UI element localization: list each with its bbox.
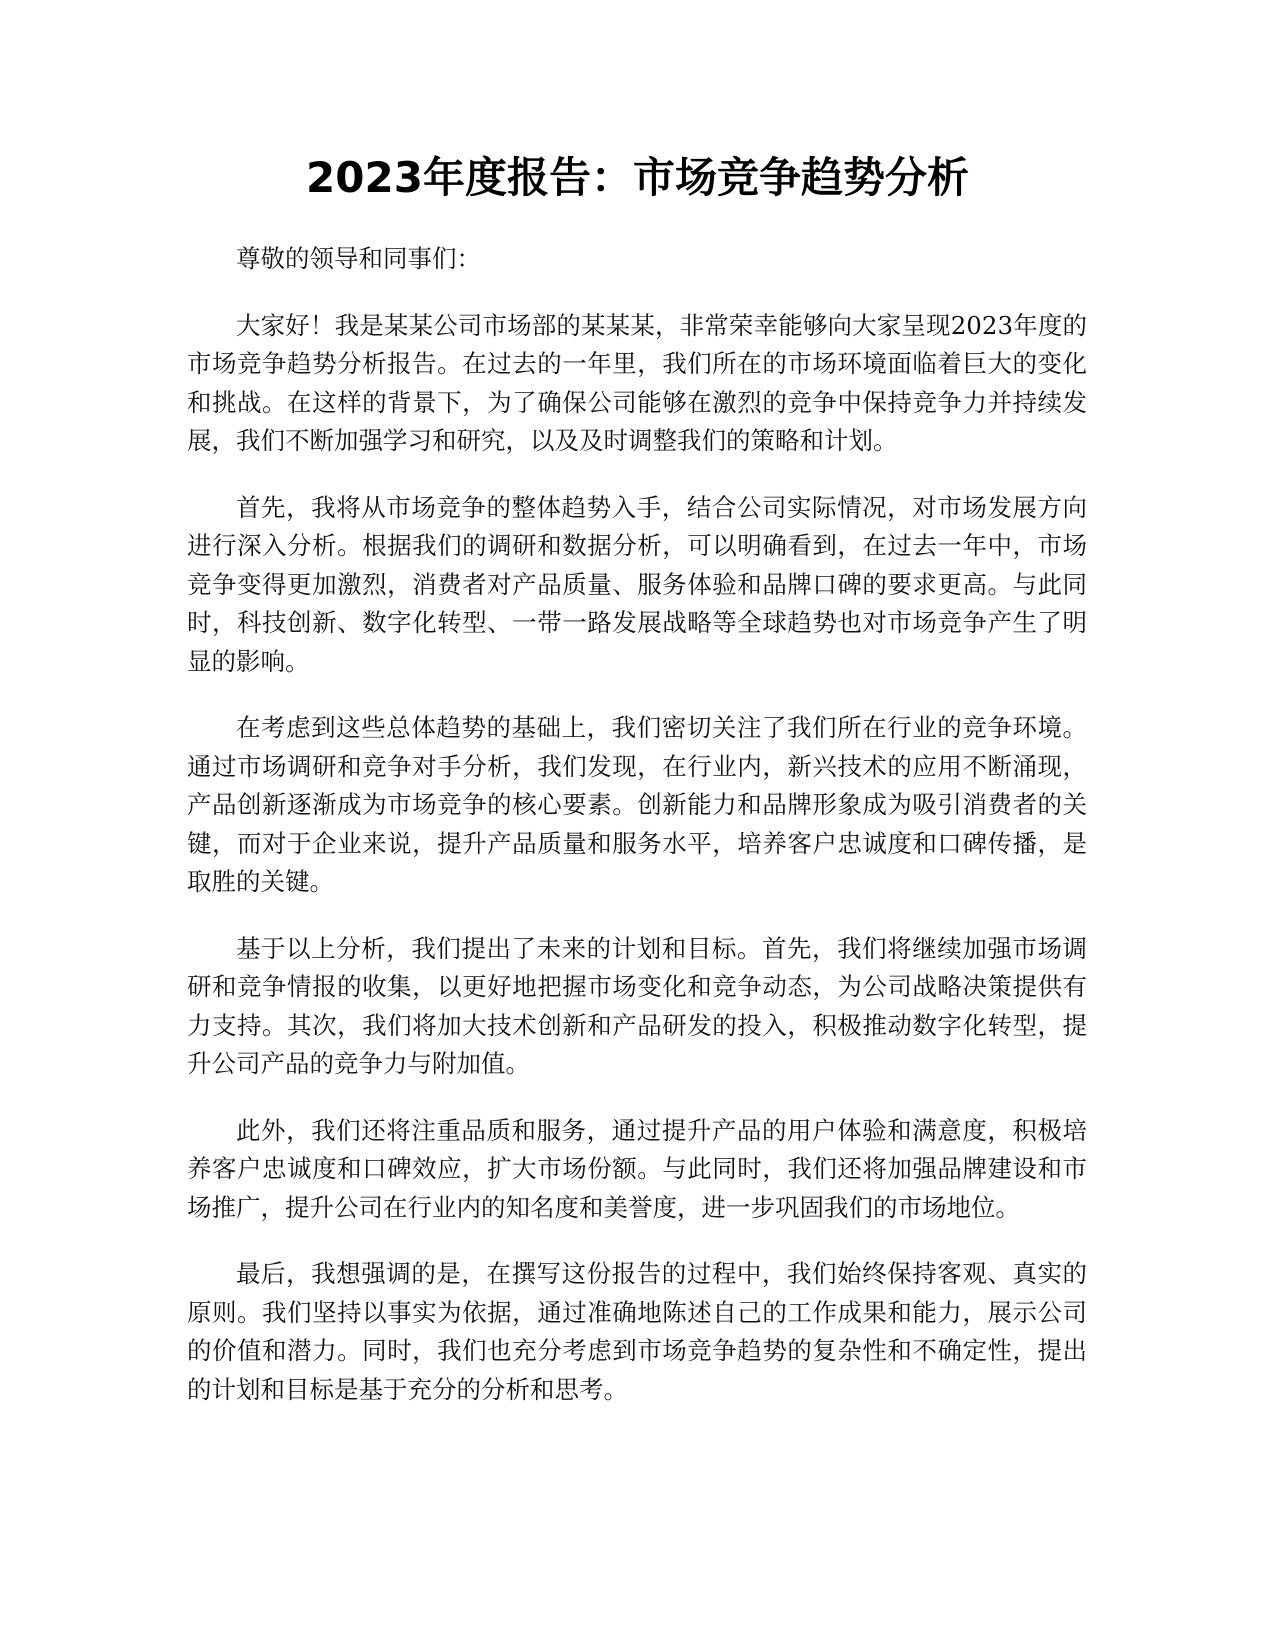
paragraph-overall-trend: 首先，我将从市场竞争的整体趋势入手，结合公司实际情况，对市场发展方向进行深入分析。根据我们的调研和数据分析，可以明确看到，在过去一年中，市场竞争变得更加激烈，消费者对产品质量、服务体验和品牌口碑的要求更高。与此同时，科技创新、数字化转型、一带一路发展战略等全球趋势也对市场竞争产生了明显的影响。 [187,492,1087,676]
paragraph-greeting: 尊敬的领导和同事们： [236,244,481,273]
paragraph-conclusion: 最后，我想强调的是，在撰写这份报告的过程中，我们始终保持客观、真实的原则。我们坚持以事实为依据，通过准确地陈述自己的工作成果和能力，展示公司的价值和潜力。同时，我们也充分考虑到市场竞争趋势的复杂性和不确定性，提出的计划和目标是基于充分的分析和思考。 [187,1259,1087,1404]
document-title: 2023年度报告：市场竞争趋势分析 [306,153,969,202]
paragraph-introduction: 大家好！我是某某公司市场部的某某某，非常荣幸能够向大家呈现2023年度的市场竞争趋势分析报告。在过去的一年里，我们所在的市场环境面临着巨大的变化和挑战。在这样的背景下，为了确保公司能够在激烈的竞争中保持竞争力并持续发展，我们不断加强学习和研究，以及及时调整我们的策略和计划。 [187,310,1087,455]
document-body [187,240,1087,1437]
paragraph-quality-brand: 此外，我们还将注重品质和服务，通过提升产品的用户体验和满意度，积极培养客户忠诚度和口碑效应，扩大市场份额。与此同时，我们还将加强品牌建设和市场推广，提升公司在行业内的知名度和美誉度，进一步巩固我们的市场地位。 [187,1115,1087,1222]
paragraph-industry-environment: 在考虑到这些总体趋势的基础上，我们密切关注了我们所在行业的竞争环境。通过市场调研和竞争对手分析，我们发现，在行业内，新兴技术的应用不断涌现，产品创新逐渐成为市场竞争的核心要素。创新能力和品牌形象成为吸引消费者的关键，而对于企业来说，提升产品质量和服务水平，培养客户忠诚度和口碑传播，是取胜的关键。 [187,713,1087,896]
paragraph-plans-goals: 基于以上分析，我们提出了未来的计划和目标。首先，我们将继续加强市场调研和竞争情报的收集，以更好地把握市场变化和竞争动态，为公司战略决策提供有力支持。其次，我们将加大技术创新和产品研发的投入，积极推动数字化转型，提升公司产品的竞争力与附加值。 [187,933,1087,1078]
